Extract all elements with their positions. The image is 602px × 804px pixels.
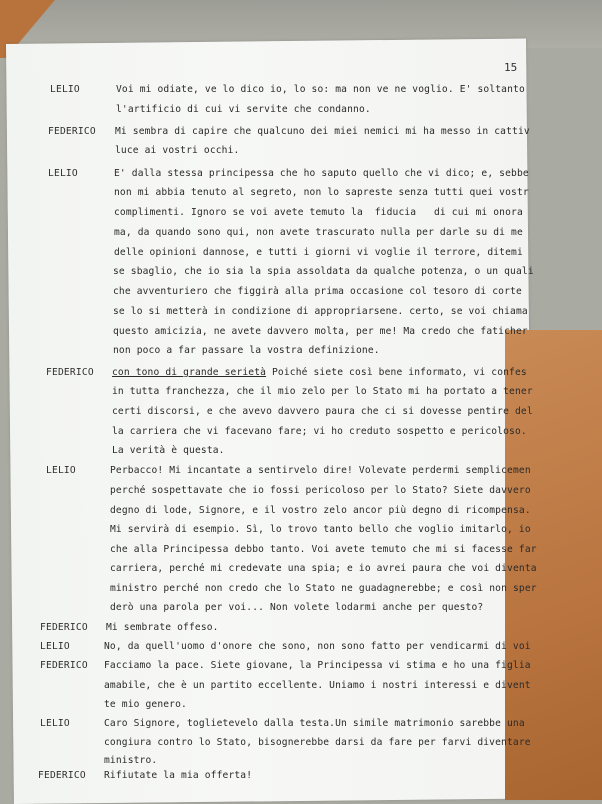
dialogue-line: Poiché siete così bene informato, vi confes bbox=[266, 367, 527, 378]
dialogue-line: derò una parola per voi... Non volete lodarmi anche per questo? bbox=[110, 602, 484, 613]
dialogue-line: te mio genero. bbox=[104, 699, 187, 710]
dialogue-line: Caro Signore, toglietevelo dalla testa.Un simile matrimonio sarebbe una bbox=[104, 718, 525, 729]
speaker-name: FEDERICO bbox=[46, 367, 94, 378]
speaker-name: LELIO bbox=[40, 718, 70, 729]
dialogue-line: non mi abbia tenuto al segreto, non lo sapreste senza tutti quei vostr bbox=[114, 187, 529, 198]
dialogue-line: Mi sembra di capire che qualcuno dei miei nemici mi ha messo in cattiv bbox=[115, 126, 530, 137]
stage-direction: con tono di grande serietà bbox=[112, 367, 267, 378]
speaker-name: LELIO bbox=[40, 641, 70, 652]
dialogue-line: carriera, perché mi credevate una spia; e io avrei paura che voi diventa bbox=[110, 563, 537, 574]
speaker-name: FEDERICO bbox=[48, 126, 96, 137]
dialogue-line: Perbacco! Mi incantate a sentirvelo dire! Volevate perdermi semplicemen bbox=[110, 465, 531, 476]
dialogue-line: complimenti. Ignoro se voi avete temuto la fiducia di cui mi onora bbox=[114, 207, 523, 218]
dialogue-line: che alla Principessa debbo tanto. Voi avete temuto che mi si facesse far bbox=[110, 544, 537, 555]
dialogue-line: amabile, che è un partito eccellente. Uniamo i nostri interessi e divent bbox=[104, 680, 531, 691]
dialogue-line: ministro perché non credo che lo Stato ne guadagnerebbe; e così non sper bbox=[110, 583, 537, 594]
dialogue-line: se lo si metterà in condizione di appropriarsene. certo, se voi chiama bbox=[113, 306, 528, 317]
dialogue-line: E' dalla stessa principessa che ho saputo quello che vi dico; e, sebbe bbox=[114, 168, 529, 179]
dialogue-line: perché sospettavate che io fossi pericoloso per lo Stato? Siete davvero bbox=[110, 485, 531, 496]
dialogue-line: certi discorsi, e che avevo davvero paura che ci si dovesse pentire del bbox=[112, 406, 533, 417]
dialogue-line: l'artificio di cui vi servite che condanno. bbox=[116, 104, 371, 115]
dialogue-line: Voi mi odiate, ve lo dico io, lo so: ma non ve ne voglio. E' soltanto bbox=[116, 84, 525, 95]
dialogue-line: Facciamo la pace. Siete giovane, la Principessa vi stima e ho una figlia bbox=[104, 660, 531, 671]
dialogue-line: che avventuriero che figgirà alla prima occasione col tesoro di corte bbox=[113, 286, 522, 297]
stage-direction-line bbox=[112, 367, 527, 378]
dialogue-line: questo amicizia, ne avete davvero molta, per me! Ma credo che faticher bbox=[113, 326, 528, 337]
dialogue-line: ministro. bbox=[104, 755, 158, 766]
speaker-name: LELIO bbox=[48, 168, 78, 179]
dialogue-line: la carriera che vi facevano fare; vi ho creduto sospetto e pericoloso. bbox=[112, 426, 527, 437]
dialogue-line: in tutta franchezza, che il mio zelo per lo Stato mi ha portato a tener bbox=[112, 386, 533, 397]
speaker-name: FEDERICO bbox=[40, 622, 88, 633]
dialogue-line: Mi servirà di esempio. Sì, lo trovo tanto bello che voglio imitarlo, io bbox=[110, 524, 531, 535]
dialogue-line: non poco a far passare la vostra definizione. bbox=[113, 345, 380, 356]
dialogue-line: ma, da quando sono qui, non avete trascurato nulla per darle su di me bbox=[114, 227, 523, 238]
dialogue-line: delle opinioni dannose, e tutti i giorni vi voglie il terrore, ditemi bbox=[114, 247, 523, 258]
speaker-name: FEDERICO bbox=[38, 770, 86, 781]
dialogue-line: La verità è questa. bbox=[112, 445, 225, 456]
speaker-name: FEDERICO bbox=[40, 660, 88, 671]
dialogue-line: No, da quell'uomo d'onore che sono, non sono fatto per vendicarmi di voi bbox=[104, 641, 531, 652]
dialogue-line: degno di lode, Signore, e il vostro zelo ancor più degno di ricompensa. bbox=[110, 505, 531, 516]
page-number: 15 bbox=[504, 61, 518, 74]
dialogue-line: Mi sembrate offeso. bbox=[106, 622, 219, 633]
speaker-name: LELIO bbox=[46, 465, 76, 476]
dialogue-line: se sbaglio, che io sia la spia assoldata da qualche potenza, o un quali bbox=[113, 266, 534, 277]
dialogue-line: luce ai vostri occhi. bbox=[115, 145, 240, 156]
dialogue-line: congiura contro lo Stato, bisognerebbe darsi da fare per farvi diventare bbox=[104, 737, 531, 748]
dialogue-line: Rifiutate la mia offerta! bbox=[104, 770, 253, 781]
speaker-name: LELIO bbox=[50, 84, 80, 95]
